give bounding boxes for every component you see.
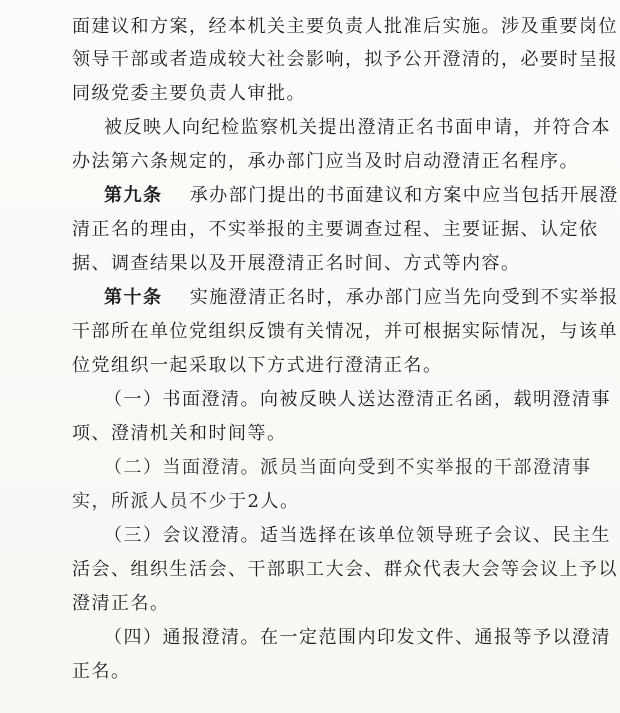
text-line-19: （四）通报澄清。在一定范围内印发文件、通报等予以澄清 (104, 627, 611, 648)
text-line-15: 实，所派人员不少于2人。 (72, 491, 300, 512)
text-line-18: 澄清正名。 (72, 593, 170, 614)
article-nine-line (104, 185, 619, 207)
text-line-14: （二）当面澄清。派员当面向受到不实举报的干部澄清事 (104, 457, 592, 478)
text-line-13: 项、澄清机关和时间等。 (72, 423, 287, 444)
text-line-10: 干部所在单位党组织反馈有关情况，并可根据实际情况，与该单 (72, 321, 618, 342)
article-ten-text: 实施澄清正名时，承办部门应当先向受到不实举报 (189, 287, 619, 308)
text-line-3: 同级党委主要负责人审批。 (72, 83, 306, 104)
text-line-7: 清正名的理由，不实举报的主要调查过程、主要证据、认定依 (72, 219, 599, 240)
article-nine-label: 第九条 (104, 185, 163, 206)
text-line-4: 被反映人向纪检监察机关提出澄清正名书面申请，并符合本 (104, 117, 611, 138)
text-line-20: 正名。 (72, 661, 131, 682)
text-line-8: 据、调查结果以及开展澄清正名时间、方式等内容。 (72, 253, 521, 274)
article-ten-line (104, 287, 619, 309)
text-line-2: 领导干部或者造成较大社会影响，拟予公开澄清的，必要时呈报 (72, 49, 618, 70)
text-line-16: （三）会议澄清。适当选择在该单位领导班子会议、民主生 (104, 525, 611, 546)
text-line-12: （一）书面澄清。向被反映人送达澄清正名函，载明澄清事 (104, 389, 611, 410)
article-nine-text: 承办部门提出的书面建议和方案中应当包括开展澄 (189, 185, 619, 206)
text-line-17: 活会、组织生活会、干部职工大会、群众代表大会等会议上予以 (72, 559, 618, 580)
text-line-1: 面建议和方案，经本机关主要负责人批准后实施。涉及重要岗位 (72, 16, 618, 37)
text-line-11: 位党组织一起采取以下方式进行澄清正名。 (72, 355, 443, 376)
article-ten-label: 第十条 (104, 287, 163, 308)
text-line-5: 办法第六条规定的，承办部门应当及时启动澄清正名程序。 (72, 151, 579, 172)
